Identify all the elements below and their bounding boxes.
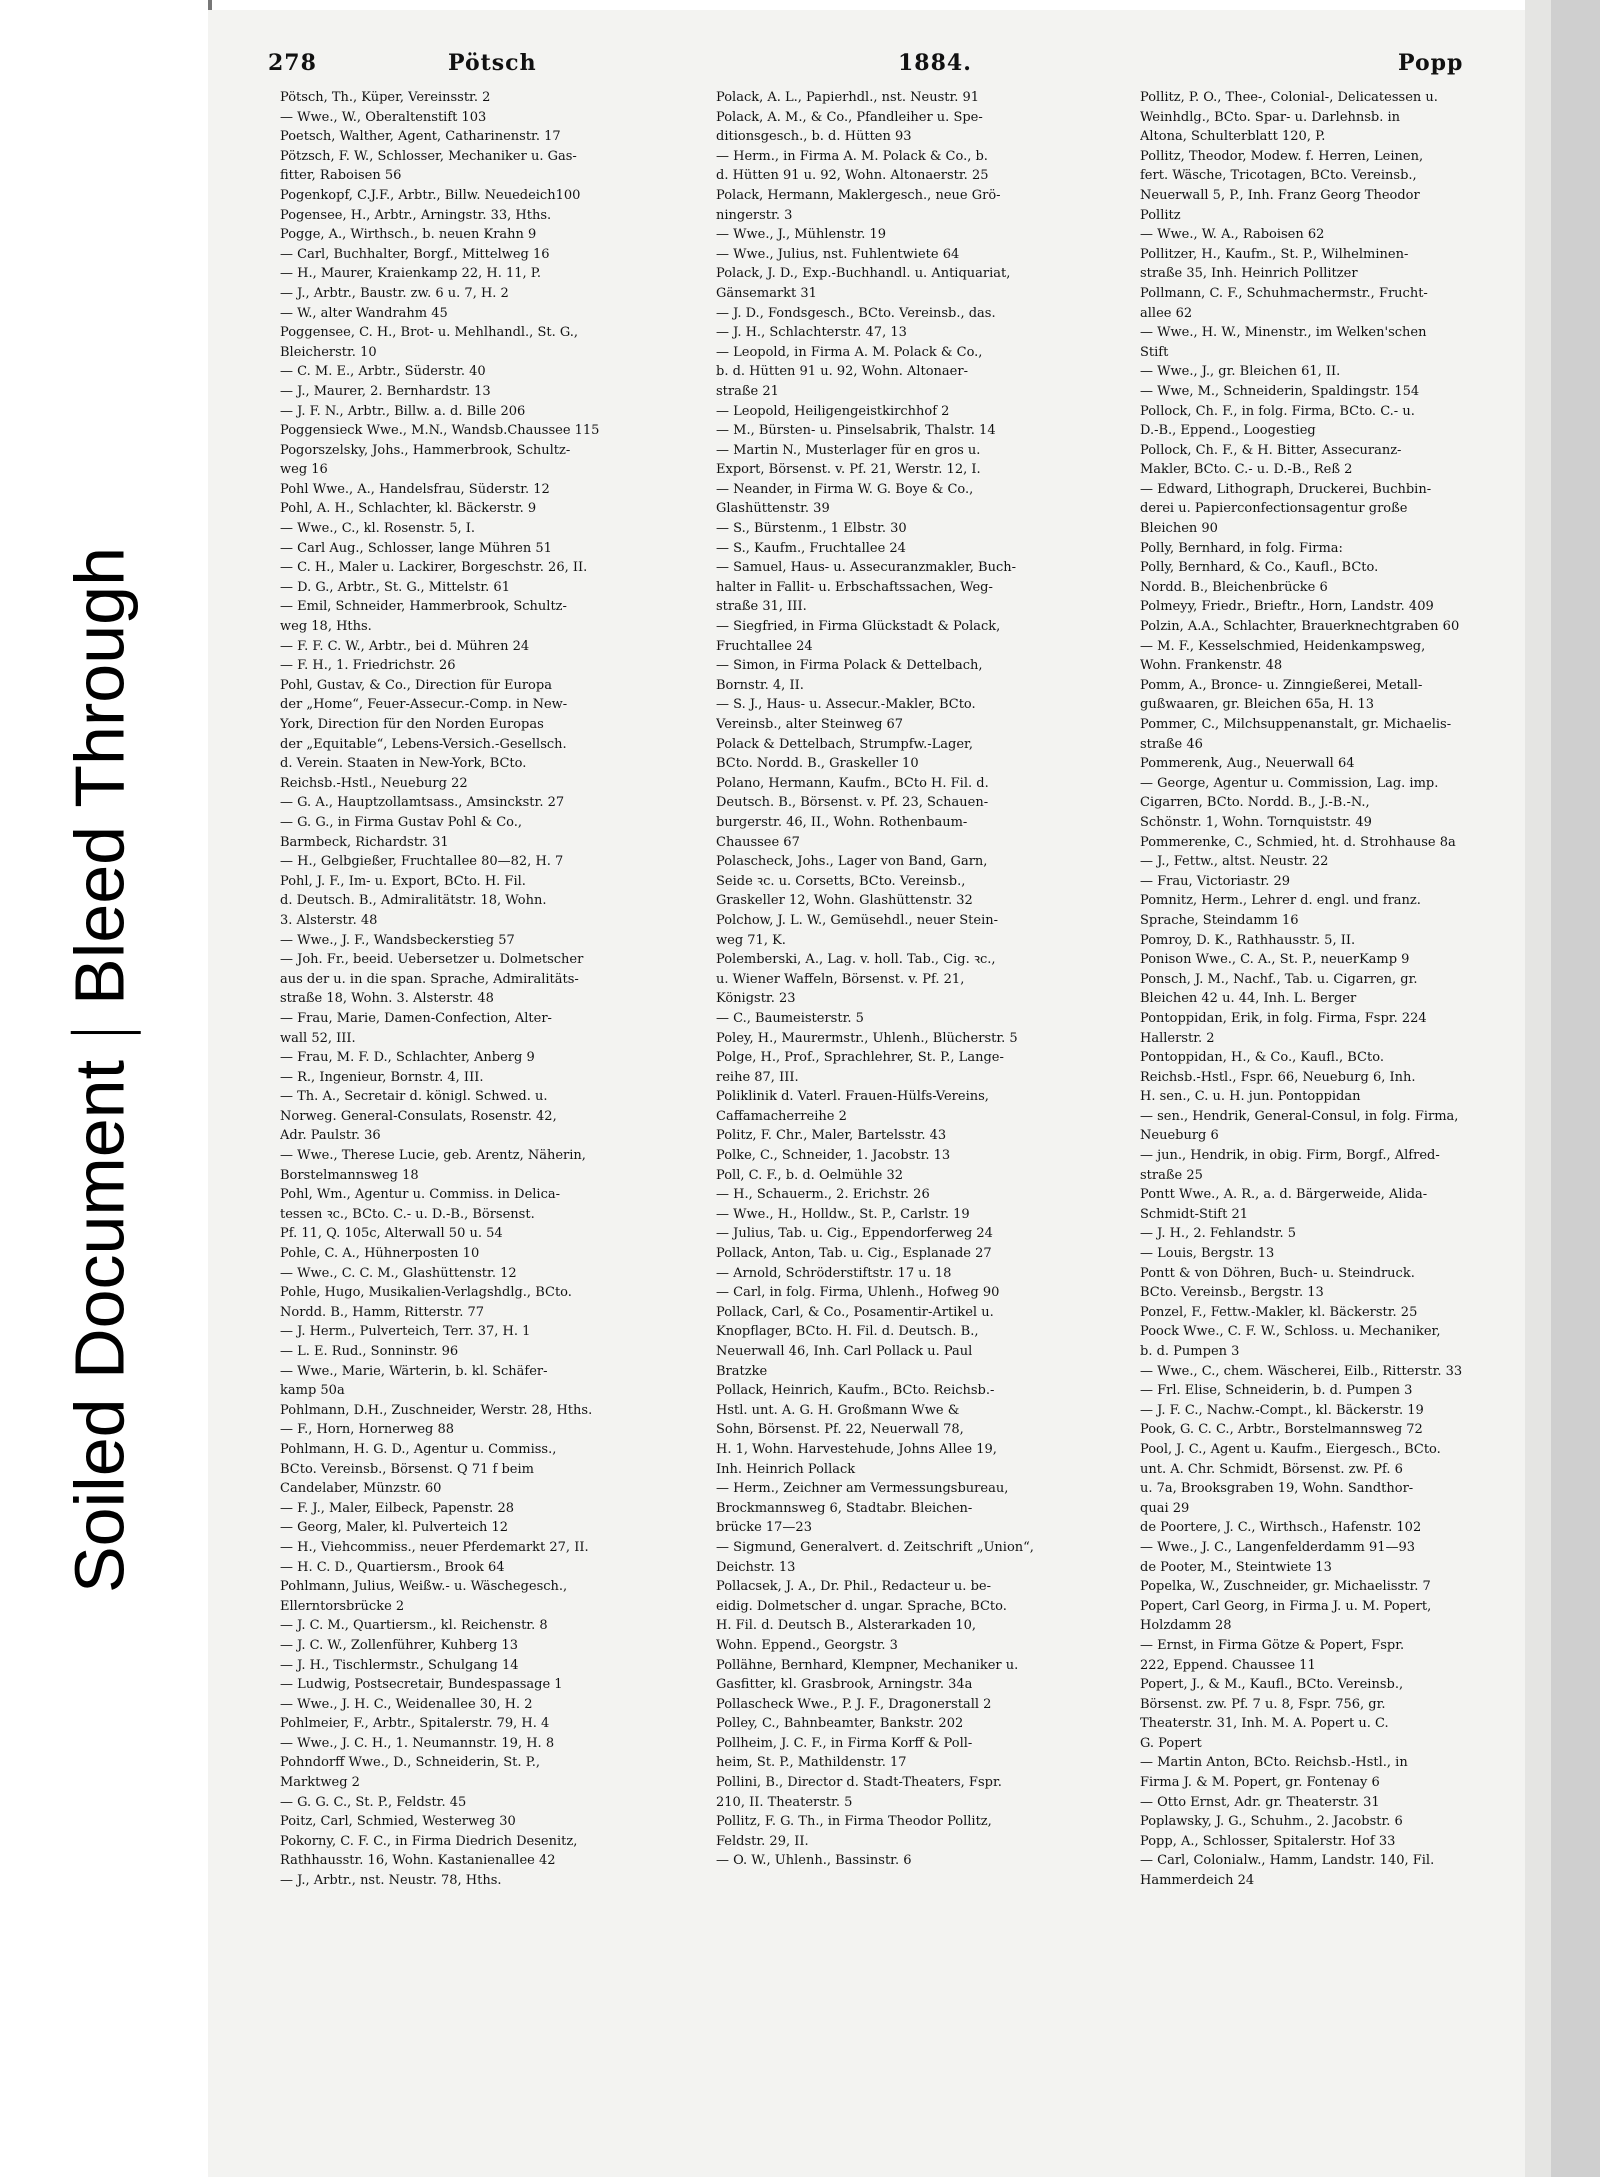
directory-line: — M., Bürsten- u. Pinselsabrik, Thalstr. 14: [716, 423, 996, 439]
directory-line: Bleichen 42 u. 44, Inh. L. Berger: [1140, 991, 1357, 1007]
directory-line: — Carl, Buchhalter, Borgf., Mittelweg 16: [280, 246, 550, 262]
header-right-word: Popp: [1398, 50, 1464, 76]
directory-line: — Wwe, M., Schneiderin, Spaldingstr. 154: [1140, 383, 1420, 399]
directory-line: Pollack, Anton, Tab. u. Cig., Esplanade 27: [716, 1246, 992, 1262]
directory-line: — Wwe., W., Oberaltenstift 103: [280, 109, 487, 125]
directory-line: Pohl, A. H., Schlachter, kl. Bäckerstr. 9: [280, 501, 537, 517]
directory-line: Polzin, A.A., Schlachter, Brauerknechtgraben 60: [1140, 619, 1460, 635]
directory-line: Pohlmeier, F., Arbtr., Spitalerstr. 79, H. 4: [280, 1716, 550, 1732]
directory-line: straße 31, III.: [716, 599, 807, 615]
directory-line: Deichstr. 13: [716, 1559, 796, 1575]
directory-line: — S., Kaufm., Fruchtallee 24: [716, 540, 906, 556]
directory-line: b. d. Pumpen 3: [1140, 1344, 1240, 1359]
directory-line: Ponzel, F., Fettw.-Makler, kl. Bäckerstr. 25: [1140, 1304, 1418, 1320]
directory-line: reihe 87, III.: [716, 1069, 799, 1085]
directory-line: Pontoppidan, H., & Co., Kaufl., BCto.: [1140, 1050, 1384, 1066]
directory-line: Poock Wwe., C. F. W., Schloss. u. Mechaniker,: [1140, 1324, 1441, 1340]
directory-line: Seide ꝛc. u. Corsetts, BCto. Vereinsb.,: [716, 873, 966, 889]
directory-line: H. 1, Wohn. Harvestehude, Johns Allee 19,: [716, 1441, 997, 1457]
directory-line: Polack & Dettelbach, Strumpfw.-Lager,: [716, 736, 973, 752]
directory-line: — J., Arbtr., Baustr. zw. 6 u. 7, H. 2: [280, 285, 509, 301]
directory-line: Börsenst. zw. Pf. 7 u. 8, Fspr. 756, gr.: [1140, 1696, 1386, 1712]
directory-line: Candelaber, Münzstr. 60: [280, 1481, 442, 1497]
directory-line: Poley, H., Maurermstr., Uhlenh., Blücherstr. 5: [716, 1030, 1018, 1046]
directory-line: Firma J. & M. Popert, gr. Fontenay 6: [1140, 1775, 1380, 1791]
directory-line: — Leopold, Heiligengeistkirchhof 2: [716, 403, 950, 419]
directory-line: — Carl, Colonialw., Hamm, Landstr. 140, Fil.: [1140, 1853, 1435, 1869]
directory-line: Pohl Wwe., A., Handelsfrau, Süderstr. 12: [280, 481, 550, 497]
directory-line: — F. F. C. W., Arbtr., bei d. Mühren 24: [280, 638, 530, 654]
directory-line: aus der u. in die span. Sprache, Admiralitäts-: [280, 971, 579, 987]
directory-line: Pogge, A., Wirthsch., b. neuen Krahn 9: [280, 227, 537, 243]
directory-line: — Frl. Elise, Schneiderin, b. d. Pumpen 3: [1140, 1383, 1413, 1399]
directory-line: Gasfitter, kl. Grasbrook, Arningstr. 34a: [716, 1677, 973, 1693]
directory-line: Pollascheck Wwe., P. J. F., Dragonerstall 2: [716, 1696, 992, 1712]
directory-line: straße 35, Inh. Heinrich Pollitzer: [1140, 266, 1358, 282]
directory-line: Polano, Hermann, Kaufm., BCto H. Fil. d.: [716, 775, 989, 791]
directory-line: Wohn. Frankenstr. 48: [1140, 658, 1283, 674]
directory-line: Pommerenke, C., Schmied, ht. d. Strohhause 8a: [1140, 834, 1456, 850]
directory-line: — F. J., Maler, Eilbeck, Papenstr. 28: [280, 1500, 514, 1516]
directory-line: — Otto Ernst, Adr. gr. Theaterstr. 31: [1140, 1794, 1380, 1810]
directory-line: halter in Fallit- u. Erbschaftssachen, Weg-: [716, 579, 993, 595]
sidebar-label-strip: [0, 0, 200, 2177]
directory-line: H. sen., C. u. H. jun. Pontoppidan: [1140, 1089, 1361, 1105]
directory-line: weg 71, K.: [716, 932, 786, 948]
directory-line: 222, Eppend. Chaussee 11: [1140, 1657, 1316, 1673]
directory-line: — Martin N., Musterlager für en gros u.: [716, 442, 981, 458]
directory-line: — Emil, Schneider, Hammerbrook, Schultz-: [280, 599, 567, 615]
directory-line: — Wwe., C. C. M., Glashüttenstr. 12: [280, 1265, 517, 1281]
directory-line: Pollitz: [1140, 207, 1181, 223]
directory-line: — J. C. W., Zollenführer, Kuhberg 13: [280, 1637, 518, 1653]
directory-line: — Wwe., H., Holldw., St. P., Carlstr. 19: [716, 1206, 970, 1222]
directory-line: Cigarren, BCto. Nordd. B., J.-B.-N.,: [1140, 795, 1370, 811]
directory-line: Pötsch, Th., Küper, Vereinsstr. 2: [280, 90, 491, 105]
directory-line: Fruchtallee 24: [716, 638, 813, 654]
directory-column-1: [280, 88, 700, 1891]
directory-line: Popp, A., Schlosser, Spitalerstr. Hof 33: [1140, 1833, 1396, 1849]
directory-line: — C. H., Maler u. Lackirer, Borgeschstr. 26, II.: [280, 560, 588, 576]
directory-page: [208, 10, 1525, 2177]
directory-line: Poplawsky, J. G., Schuhm., 2. Jacobstr. 6: [1140, 1814, 1403, 1830]
directory-line: unt. A. Chr. Schmidt, Börsenst. zw. Pf. 6: [1140, 1461, 1403, 1477]
directory-line: — C. M. E., Arbtr., Süderstr. 40: [280, 364, 486, 380]
directory-line: York, Direction für den Norden Europas: [280, 717, 544, 732]
directory-line: — J., Arbtr., nst. Neustr. 78, Hths.: [280, 1873, 502, 1889]
directory-line: Stift: [1140, 344, 1169, 360]
directory-line: Rathhausstr. 16, Wohn. Kastanienallee 42: [280, 1853, 556, 1869]
directory-line: — C., Baumeisterstr. 5: [716, 1010, 864, 1026]
directory-line: — Wwe., C., kl. Rosenstr. 5, I.: [280, 521, 475, 537]
directory-line: — Edward, Lithograph, Druckerei, Buchbin-: [1140, 481, 1432, 497]
directory-line: Bleichen 90: [1140, 521, 1218, 537]
directory-line: — Samuel, Haus- u. Assecuranzmakler, Buch-: [716, 560, 1016, 576]
directory-line: — Wwe., C., chem. Wäscherei, Eilb., Ritterstr. 33: [1140, 1363, 1463, 1379]
directory-line: — S. J., Haus- u. Assecur.-Makler, BCto.: [716, 697, 976, 713]
directory-line: Pollmann, C. F., Schuhmachermstr., Frucht-: [1140, 285, 1428, 301]
directory-line: — J., Maurer, 2. Bernhardstr. 13: [280, 383, 491, 399]
directory-line: Theaterstr. 31, Inh. M. A. Popert u. C.: [1140, 1716, 1389, 1732]
directory-line: Bratzke: [716, 1363, 768, 1379]
directory-line: ningerstr. 3: [716, 207, 793, 223]
directory-line: — Wwe., H. W., Minenstr., im Welken'schen: [1140, 325, 1427, 341]
directory-line: Ponison Wwe., C. A., St. P., neuerKamp 9: [1140, 952, 1410, 968]
directory-line: — George, Agentur u. Commission, Lag. imp.: [1140, 775, 1439, 791]
directory-line: — Joh. Fr., beeid. Uebersetzer u. Dolmetscher: [280, 952, 584, 968]
directory-line: — J. H., 2. Fehlandstr. 5: [1140, 1226, 1297, 1242]
directory-line: Graskeller 12, Wohn. Glashüttenstr. 32: [716, 893, 973, 909]
directory-line: — R., Ingenieur, Bornstr. 4, III.: [280, 1069, 484, 1085]
directory-line: Pollheim, J. C. F., in Firma Korff & Poll-: [716, 1735, 973, 1751]
directory-line: — J. F. N., Arbtr., Billw. a. d. Bille 206: [280, 403, 526, 419]
directory-line: Pohlmann, H. G. D., Agentur u. Commiss.,: [280, 1441, 557, 1457]
directory-line: Deutsch. B., Börsenst. v. Pf. 23, Schauen-: [716, 795, 989, 811]
directory-line: Polly, Bernhard, in folg. Firma:: [1140, 540, 1343, 556]
directory-line: Pohlmann, Julius, Weißw.- u. Wäschegesch.,: [280, 1579, 568, 1595]
directory-line: Popert, J., & M., Kaufl., BCto. Vereinsb.,: [1140, 1677, 1404, 1693]
directory-line: straße 18, Wohn. 3. Alsterstr. 48: [280, 991, 494, 1007]
directory-line: Inh. Heinrich Pollack: [716, 1461, 856, 1477]
directory-line: Knopflager, BCto. H. Fil. d. Deutsch. B.,: [716, 1324, 979, 1340]
directory-line: Pohndorff Wwe., D., Schneiderin, St. P.,: [280, 1755, 541, 1771]
directory-line: Caffamacherreihe 2: [716, 1108, 847, 1124]
directory-line: Pogensee, H., Arbtr., Arningstr. 33, Hths.: [280, 207, 552, 223]
header-left-word: Pötsch: [448, 50, 537, 76]
soiled-document-label: Soiled Document: [60, 1059, 139, 1594]
directory-line: Pollitz, F. G. Th., in Firma Theodor Pollitz,: [716, 1814, 992, 1830]
directory-line: Pogorszelsky, Johs., Hammerbrook, Schultz-: [280, 442, 571, 458]
directory-line: — Ludwig, Postsecretair, Bundespassage 1: [280, 1677, 563, 1693]
directory-line: Popert, Carl Georg, in Firma J. u. M. Popert,: [1140, 1598, 1432, 1614]
directory-line: Pommer, C., Milchsuppenanstalt, gr. Michaelis-: [1140, 717, 1452, 732]
directory-line: — O. W., Uhlenh., Bassinstr. 6: [716, 1853, 912, 1869]
directory-line: Nordd. B., Bleichenbrücke 6: [1140, 579, 1328, 595]
directory-line: — Ernst, in Firma Götze & Popert, Fspr.: [1140, 1637, 1405, 1653]
directory-line: Polack, A. L., Papierhdl., nst. Neustr. 91: [716, 90, 980, 105]
directory-line: Pollini, B., Director d. Stadt-Theaters, Fspr.: [716, 1775, 1002, 1791]
directory-line: — Carl, in folg. Firma, Uhlenh., Hofweg 90: [716, 1285, 1000, 1301]
directory-line: Ponsch, J. M., Nachf., Tab. u. Cigarren, gr.: [1140, 971, 1418, 987]
directory-line: Königstr. 23: [716, 991, 796, 1007]
directory-line: Pohle, C. A., Hühnerposten 10: [280, 1246, 480, 1262]
directory-line: Pollock, Ch. F., in folg. Firma, BCto. C.- u.: [1140, 403, 1415, 419]
directory-line: gußwaaren, gr. Bleichen 65a, H. 13: [1140, 697, 1375, 713]
directory-line: — H. C. D., Quartiersm., Brook 64: [280, 1559, 505, 1575]
directory-line: u. Wiener Waffeln, Börsenst. v. Pf. 21,: [716, 971, 965, 987]
directory-line: Poggensieck Wwe., M.N., Wandsb.Chaussee 115: [280, 423, 600, 439]
directory-line: Sohn, Börsenst. Pf. 22, Neuerwall 78,: [716, 1422, 964, 1438]
directory-line: BCto. Nordd. B., Graskeller 10: [716, 756, 919, 772]
label-separator: [70, 1031, 140, 1034]
directory-line: d. Verein. Staaten in New-York, BCto.: [280, 756, 527, 772]
directory-line: Hallerstr. 2: [1140, 1030, 1215, 1046]
directory-line: D.-B., Eppend., Loogestieg: [1140, 423, 1316, 439]
directory-line: Polack, Hermann, Maklergesch., neue Grö-: [716, 187, 1001, 203]
scan-right-edge: [1525, 0, 1600, 2177]
directory-line: straße 46: [1140, 736, 1203, 752]
directory-line: Adr. Paulstr. 36: [280, 1128, 381, 1144]
directory-line: fitter, Raboisen 56: [280, 168, 402, 184]
directory-line: Pollähne, Bernhard, Klempner, Mechaniker u.: [716, 1657, 1019, 1673]
directory-line: Pomnitz, Herm., Lehrer d. engl. und franz.: [1140, 893, 1421, 909]
directory-line: allee 62: [1140, 305, 1193, 321]
directory-line: fert. Wäsche, Tricotagen, BCto. Vereinsb.,: [1140, 168, 1417, 184]
directory-line: Poliklinik d. Vaterl. Frauen-Hülfs-Vereins,: [716, 1089, 989, 1105]
directory-line: Ellerntorsbrücke 2: [280, 1598, 405, 1614]
directory-line: quai 29: [1140, 1500, 1190, 1516]
directory-line: — Wwe., Therese Lucie, geb. Arentz, Näherin,: [280, 1148, 586, 1164]
directory-line: — F. H., 1. Friedrichstr. 26: [280, 658, 456, 674]
directory-line: — Wwe., J. C., Langenfelderdamm 91—93: [1140, 1539, 1416, 1555]
directory-line: G. Popert: [1140, 1735, 1202, 1751]
directory-line: — J. D., Fondsgesch., BCto. Vereinsb., das.: [716, 305, 996, 321]
directory-line: — J. C. M., Quartiersm., kl. Reichenstr. 8: [280, 1618, 548, 1634]
directory-line: — Martin Anton, BCto. Reichsb.-Hstl., in: [1140, 1755, 1408, 1771]
directory-column-2: [716, 88, 1136, 1871]
directory-line: — Frau, Victoriastr. 29: [1140, 873, 1291, 889]
directory-line: de Pooter, M., Steintwiete 13: [1140, 1559, 1332, 1575]
directory-line: — Simon, in Firma Polack & Dettelbach,: [716, 658, 983, 674]
directory-line: Pomroy, D. K., Rathhausstr. 5, II.: [1140, 932, 1356, 948]
directory-line: — S., Bürstenm., 1 Elbstr. 30: [716, 521, 907, 537]
directory-line: Poetsch, Walther, Agent, Catharinenstr. 17: [280, 129, 561, 145]
directory-line: d. Deutsch. B., Admiralitätstr. 18, Wohn.: [280, 893, 547, 909]
directory-line: Neueburg 6: [1140, 1128, 1219, 1144]
directory-line: Poll, C. F., b. d. Oelmühle 32: [716, 1167, 904, 1183]
directory-line: — G. G., in Firma Gustav Pohl & Co.,: [280, 814, 523, 830]
directory-line: — H., Viehcommiss., neuer Pferdemarkt 27, II.: [280, 1539, 589, 1555]
directory-line: de Poortere, J. C., Wirthsch., Hafenstr. 102: [1140, 1520, 1422, 1536]
directory-line: b. d. Hütten 91 u. 92, Wohn. Altonaer-: [716, 364, 968, 380]
directory-line: heim, St. P., Mathildenstr. 17: [716, 1755, 907, 1771]
directory-line: — Sigmund, Generalvert. d. Zeitschrift „Union“,: [716, 1539, 1034, 1555]
directory-line: BCto. Vereinsb., Börsenst. Q 71 f beim: [280, 1461, 534, 1477]
directory-line: Bornstr. 4, II.: [716, 677, 804, 693]
directory-line: Reichsb.-Hstl., Neueburg 22: [280, 775, 468, 791]
directory-line: Pogenkopf, C.J.F., Arbtr., Billw. Neuedeich100: [280, 187, 581, 203]
directory-line: Neuerwall 5, P., Inh. Franz Georg Theodor: [1140, 187, 1420, 203]
directory-line: Polchow, J. L. W., Gemüsehdl., neuer Stein-: [716, 912, 999, 928]
directory-line: Hstl. unt. A. G. H. Großmann Wwe &: [716, 1402, 960, 1418]
directory-line: — M. F., Kesselschmied, Heidenkampsweg,: [1140, 638, 1426, 654]
document-condition-label: [60, 547, 141, 1593]
directory-line: Pollitz, Theodor, Modew. f. Herren, Leinen,: [1140, 148, 1424, 164]
directory-line: der „Home“, Feuer-Assecur.-Comp. in New-: [280, 697, 568, 713]
directory-line: eidig. Dolmetscher d. ungar. Sprache, BCto.: [716, 1598, 1007, 1614]
directory-line: Polke, C., Schneider, 1. Jacobstr. 13: [716, 1148, 951, 1164]
directory-line: Neuerwall 46, Inh. Carl Pollack u. Paul: [716, 1344, 973, 1359]
directory-line: Holzdamm 28: [1140, 1618, 1232, 1634]
directory-line: — Wwe., J. H. C., Weidenallee 30, H. 2: [280, 1696, 533, 1712]
directory-line: Chaussee 67: [716, 834, 800, 850]
directory-line: Sprache, Steindamm 16: [1140, 912, 1299, 928]
directory-line: Polascheck, Johs., Lager von Band, Garn,: [716, 854, 988, 870]
directory-line: Wohn. Eppend., Georgstr. 3: [716, 1637, 898, 1653]
directory-line: — sen., Hendrik, General-Consul, in folg. Firma,: [1140, 1108, 1459, 1124]
directory-line: Polack, A. M., & Co., Pfandleiher u. Spe-: [716, 109, 983, 125]
directory-line: — Leopold, in Firma A. M. Polack & Co.,: [716, 344, 983, 360]
directory-line: Pontoppidan, Erik, in folg. Firma, Fspr. 224: [1140, 1010, 1427, 1026]
directory-line: — W., alter Wandrahm 45: [280, 305, 448, 321]
directory-line: Pohl, J. F., Im- u. Export, BCto. H. Fil.: [280, 873, 526, 889]
directory-line: tessen ꝛc., BCto. C.- u. D.-B., Börsenst.: [280, 1206, 535, 1222]
directory-line: Polley, C., Bahnbeamter, Bankstr. 202: [716, 1716, 964, 1732]
directory-line: Pohl, Wm., Agentur u. Commiss. in Delica-: [280, 1187, 560, 1203]
directory-line: Pollack, Heinrich, Kaufm., BCto. Reichsb.-: [716, 1383, 995, 1399]
directory-line: Pook, G. C. C., Arbtr., Borstelmannsweg 72: [1140, 1422, 1423, 1438]
directory-line: Nordd. B., Hamm, Ritterstr. 77: [280, 1304, 485, 1320]
directory-line: Popelka, W., Zuschneider, gr. Michaelisstr. 7: [1140, 1579, 1431, 1595]
directory-line: Schmidt-Stift 21: [1140, 1206, 1248, 1222]
directory-line: Marktweg 2: [280, 1775, 360, 1791]
directory-line: — J., Fettw., altst. Neustr. 22: [1140, 854, 1329, 870]
directory-line: — G. G. C., St. P., Feldstr. 45: [280, 1794, 467, 1810]
directory-line: Feldstr. 29, II.: [716, 1833, 809, 1849]
directory-line: — Arnold, Schröderstiftstr. 17 u. 18: [716, 1265, 952, 1281]
directory-line: weg 16: [280, 462, 328, 478]
directory-line: — Wwe., Marie, Wärterin, b. kl. Schäfer-: [280, 1363, 548, 1379]
directory-line: — Herm., in Firma A. M. Polack & Co., b.: [716, 148, 988, 164]
directory-line: — H., Maurer, Kraienkamp 22, H. 11, P.: [280, 266, 542, 282]
directory-line: Pool, J. C., Agent u. Kaufm., Eiergesch., BCto.: [1140, 1441, 1441, 1457]
page-number: 278: [268, 50, 317, 76]
directory-line: Pontt & von Döhren, Buch- u. Steindruck.: [1140, 1265, 1415, 1281]
directory-line: — H., Gelbgießer, Fruchtallee 80—82, H. 7: [280, 854, 564, 870]
directory-line: — Julius, Tab. u. Cig., Eppendorferweg 24: [716, 1226, 993, 1242]
directory-line: Altona, Schulterblatt 120, P.: [1140, 129, 1326, 145]
directory-line: Poggensee, C. H., Brot- u. Mehlhandl., St. G.,: [280, 325, 579, 341]
directory-line: Polmeyy, Friedr., Brieftr., Horn, Landstr. 409: [1140, 599, 1434, 615]
directory-line: Pomm, A., Bronce- u. Zinngießerei, Metall-: [1140, 677, 1423, 693]
directory-line: — Carl Aug., Schlosser, lange Mühren 51: [280, 540, 552, 556]
directory-line: Norweg. General-Consulats, Rosenstr. 42,: [280, 1108, 557, 1124]
directory-line: — F., Horn, Hornerweg 88: [280, 1422, 455, 1438]
directory-line: Reichsb.-Hstl., Fspr. 66, Neueburg 6, Inh.: [1140, 1069, 1416, 1085]
directory-line: straße 21: [716, 383, 779, 399]
directory-line: Weinhdlg., BCto. Spar- u. Darlehnsb. in: [1140, 109, 1401, 125]
directory-line: derei u. Papierconfectionsagentur große: [1140, 501, 1408, 517]
bleed-through-label: Bleed Through: [60, 546, 139, 1005]
directory-line: — Neander, in Firma W. G. Boye & Co.,: [716, 481, 974, 497]
directory-line: Pf. 11, Q. 105c, Alterwall 50 u. 54: [280, 1226, 503, 1242]
directory-line: — J. H., Tischlermstr., Schulgang 14: [280, 1657, 519, 1673]
directory-line: — Herm., Zeichner am Vermessungsbureau,: [716, 1481, 1009, 1497]
directory-line: Pollitzer, H., Kaufm., St. P., Wilhelminen-: [1140, 246, 1409, 262]
directory-line: straße 25: [1140, 1167, 1203, 1183]
directory-line: Hammerdeich 24: [1140, 1873, 1255, 1889]
directory-line: — Wwe., J. C. H., 1. Neumannstr. 19, H. 8: [280, 1735, 555, 1751]
directory-line: wall 52, III.: [280, 1030, 356, 1046]
directory-line: Pommerenk, Aug., Neuerwall 64: [1140, 756, 1355, 772]
directory-line: Poitz, Carl, Schmied, Westerweg 30: [280, 1814, 516, 1830]
directory-line: 3. Alsterstr. 48: [280, 912, 378, 928]
directory-line: H. Fil. d. Deutsch B., Alsterarkaden 10,: [716, 1618, 977, 1634]
directory-line: — H., Schauerm., 2. Erichstr. 26: [716, 1187, 930, 1203]
directory-line: — J. F. C., Nachw.-Compt., kl. Bäckerstr. 19: [1140, 1402, 1424, 1418]
directory-line: Politz, F. Chr., Maler, Bartelsstr. 43: [716, 1128, 947, 1144]
directory-line: Polack, J. D., Exp.-Buchhandl. u. Antiquariat,: [716, 266, 1011, 282]
directory-line: Schönstr. 1, Wohn. Tornquiststr. 49: [1140, 814, 1372, 830]
directory-line: u. 7a, Brooksgraben 19, Wohn. Sandthor-: [1140, 1481, 1414, 1497]
directory-line: Pohl, Gustav, & Co., Direction für Europa: [280, 677, 552, 693]
directory-line: Pohlmann, D.H., Zuschneider, Werstr. 28, Hths.: [280, 1402, 593, 1418]
directory-line: der „Equitable“, Lebens-Versich.-Gesellsch.: [280, 736, 567, 752]
directory-line: brücke 17—23: [716, 1520, 812, 1536]
directory-line: Borstelmannsweg 18: [280, 1167, 419, 1183]
directory-line: burgerstr. 46, II., Wohn. Rothenbaum-: [716, 814, 968, 830]
directory-line: Bleicherstr. 10: [280, 344, 377, 360]
directory-line: Pollacsek, J. A., Dr. Phil., Redacteur u. be-: [716, 1579, 991, 1595]
directory-line: Pollitz, P. O., Thee-, Colonial-, Delicatessen u.: [1140, 90, 1438, 105]
directory-line: Pollock, Ch. F., & H. Bitter, Assecuranz-: [1140, 442, 1402, 458]
directory-line: — Wwe., Julius, nst. Fuhlentwiete 64: [716, 246, 960, 262]
directory-line: Vereinsb., alter Steinweg 67: [716, 717, 904, 732]
directory-line: Polemberski, A., Lag. v. holl. Tab., Cig. ꝛc.,: [716, 952, 996, 968]
directory-line: — J. H., Schlachterstr. 47, 13: [716, 325, 907, 341]
directory-line: Polly, Bernhard, & Co., Kaufl., BCto.: [1140, 560, 1379, 576]
directory-line: Brockmannsweg 6, Stadtabr. Bleichen-: [716, 1500, 973, 1516]
directory-line: Gänsemarkt 31: [716, 285, 817, 301]
directory-line: Makler, BCto. C.- u. D.-B., Reß 2: [1140, 462, 1353, 478]
directory-line: — Georg, Maler, kl. Pulverteich 12: [280, 1520, 509, 1536]
directory-line: — Wwe., J., Mühlenstr. 19: [716, 227, 887, 243]
directory-line: — Wwe., W. A., Raboisen 62: [1140, 227, 1325, 243]
directory-line: Pollack, Carl, & Co., Posamentir-Artikel u.: [716, 1304, 994, 1320]
directory-line: — Frau, M. F. D., Schlachter, Anberg 9: [280, 1050, 535, 1066]
directory-line: 210, II. Theaterstr. 5: [716, 1794, 853, 1810]
directory-line: Pohle, Hugo, Musikalien-Verlagshdlg., BCto.: [280, 1285, 572, 1301]
directory-line: Pokorny, C. F. C., in Firma Diedrich Desenitz,: [280, 1833, 578, 1849]
directory-line: — Th. A., Secretair d. königl. Schwed. u.: [280, 1089, 548, 1105]
directory-line: — Wwe., J., gr. Bleichen 61, II.: [1140, 364, 1341, 380]
directory-line: Pontt Wwe., A. R., a. d. Bärgerweide, Alida-: [1140, 1187, 1428, 1203]
directory-line: — Frau, Marie, Damen-Confection, Alter-: [280, 1010, 552, 1026]
directory-line: ditionsgesch., b. d. Hütten 93: [716, 129, 912, 145]
directory-line: — L. E. Rud., Sonninstr. 96: [280, 1344, 459, 1359]
directory-line: kamp 50a: [280, 1383, 345, 1399]
directory-line: BCto. Vereinsb., Bergstr. 13: [1140, 1285, 1324, 1301]
directory-column-3: [1140, 88, 1525, 1891]
directory-line: — G. A., Hauptzollamtsass., Amsinckstr. 27: [280, 795, 565, 811]
directory-line: Export, Börsenst. v. Pf. 21, Werstr. 12, I.: [716, 462, 981, 478]
directory-line: Glashüttenstr. 39: [716, 501, 830, 517]
directory-line: — jun., Hendrik, in obig. Firm, Borgf., Alfred-: [1140, 1148, 1440, 1164]
header-year: 1884.: [898, 50, 972, 76]
directory-line: Barmbeck, Richardstr. 31: [280, 834, 449, 850]
directory-line: — Siegfried, in Firma Glückstadt & Polack,: [716, 619, 1001, 635]
directory-line: — Louis, Bergstr. 13: [1140, 1246, 1275, 1262]
directory-line: Pötzsch, F. W., Schlosser, Mechaniker u. Gas-: [280, 148, 577, 164]
directory-line: — J. Herm., Pulverteich, Terr. 37, H. 1: [280, 1324, 531, 1340]
directory-line: weg 18, Hths.: [280, 619, 372, 635]
directory-line: — Wwe., J. F., Wandsbeckerstieg 57: [280, 932, 515, 948]
directory-line: — D. G., Arbtr., St. G., Mittelstr. 61: [280, 579, 510, 595]
directory-line: Polge, H., Prof., Sprachlehrer, St. P., Lange-: [716, 1050, 1004, 1066]
directory-line: d. Hütten 91 u. 92, Wohn. Altonaerstr. 25: [716, 168, 989, 184]
